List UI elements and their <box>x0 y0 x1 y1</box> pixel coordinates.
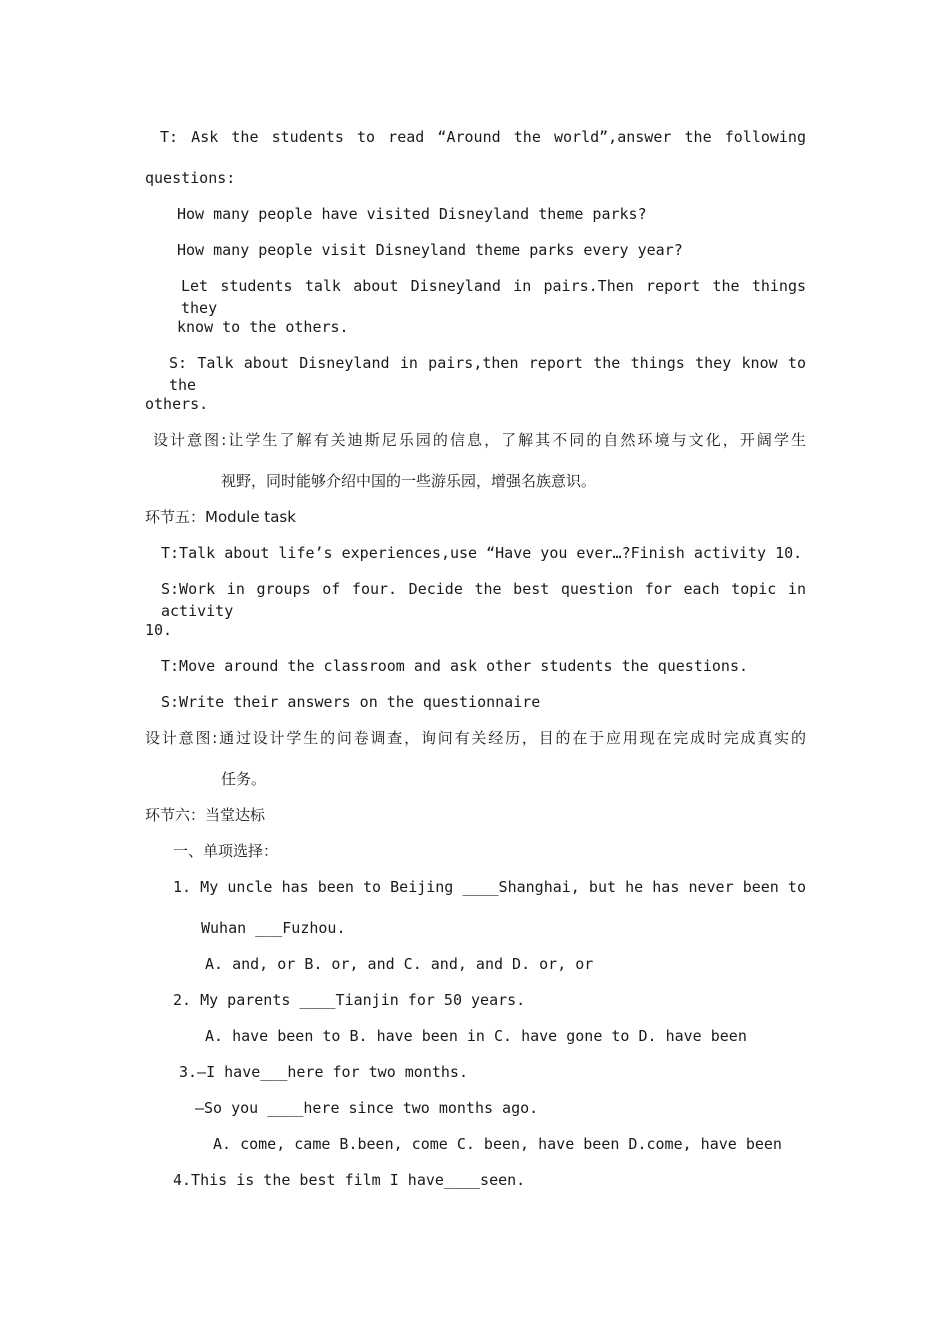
text-line: T:Talk about life’s experiences,use “Have you ever…?Finish activity 10. <box>161 544 803 562</box>
text-line: 10. <box>145 621 173 639</box>
text-line: S:Write their answers on the questionnaire <box>161 693 541 711</box>
question-line: —So you ____here since two months ago. <box>195 1099 539 1117</box>
design-intent-line: 设计意图:通过设计学生的问卷调查，询问有关经历，目的在于应用现在完成时完成真实的 <box>145 729 806 747</box>
design-intent-line: 视野，同时能够介绍中国的一些游乐园，增强名族意识。 <box>221 472 597 490</box>
question-line: 1. My uncle has been to Beijing ____Shanghai, but he has never been to <box>173 878 806 896</box>
text-line: How many people have visited Disneyland theme parks? <box>177 205 647 223</box>
text-line: others. <box>145 395 209 413</box>
design-intent-line: 设计意图:让学生了解有关迪斯尼乐园的信息，了解其不同的自然环境与文化，开阔学生 <box>153 431 806 449</box>
text-line: S:Work in groups of four. Decide the best question for each topic in activity <box>161 580 806 620</box>
text-line: S: Talk about Disneyland in pairs,then report the things they know to the <box>169 354 806 394</box>
answer-options: A. and, or B. or, and C. and, and D. or, or <box>205 955 594 973</box>
text-line: questions: <box>145 169 236 187</box>
question-line: 2. My parents ____Tianjin for 50 years. <box>173 991 526 1009</box>
question-line: 3.—I have___here for two months. <box>179 1063 468 1081</box>
subsection-heading: 一、单项选择： <box>173 842 279 860</box>
text-line: How many people visit Disneyland theme parks every year? <box>177 241 683 259</box>
text-line: T:Move around the classroom and ask other students the questions. <box>161 657 748 675</box>
question-line: Wuhan ___Fuzhou. <box>201 919 346 937</box>
section-heading: 环节五：Module task <box>145 508 296 526</box>
answer-options: A. have been to B. have been in C. have gone to D. have been <box>205 1027 747 1045</box>
text-line: T: Ask the students to read “Around the world”,answer the following <box>160 128 806 146</box>
text-line: Let students talk about Disneyland in pairs.Then report the things they <box>181 277 806 317</box>
answer-options: A. come, came B.been, come C. been, have been D.come, have been <box>213 1135 782 1153</box>
question-line: 4.This is the best film I have____seen. <box>173 1171 526 1189</box>
text-line: know to the others. <box>177 318 349 336</box>
design-intent-line: 任务。 <box>221 770 267 788</box>
section-heading: 环节六：当堂达标 <box>145 806 266 824</box>
